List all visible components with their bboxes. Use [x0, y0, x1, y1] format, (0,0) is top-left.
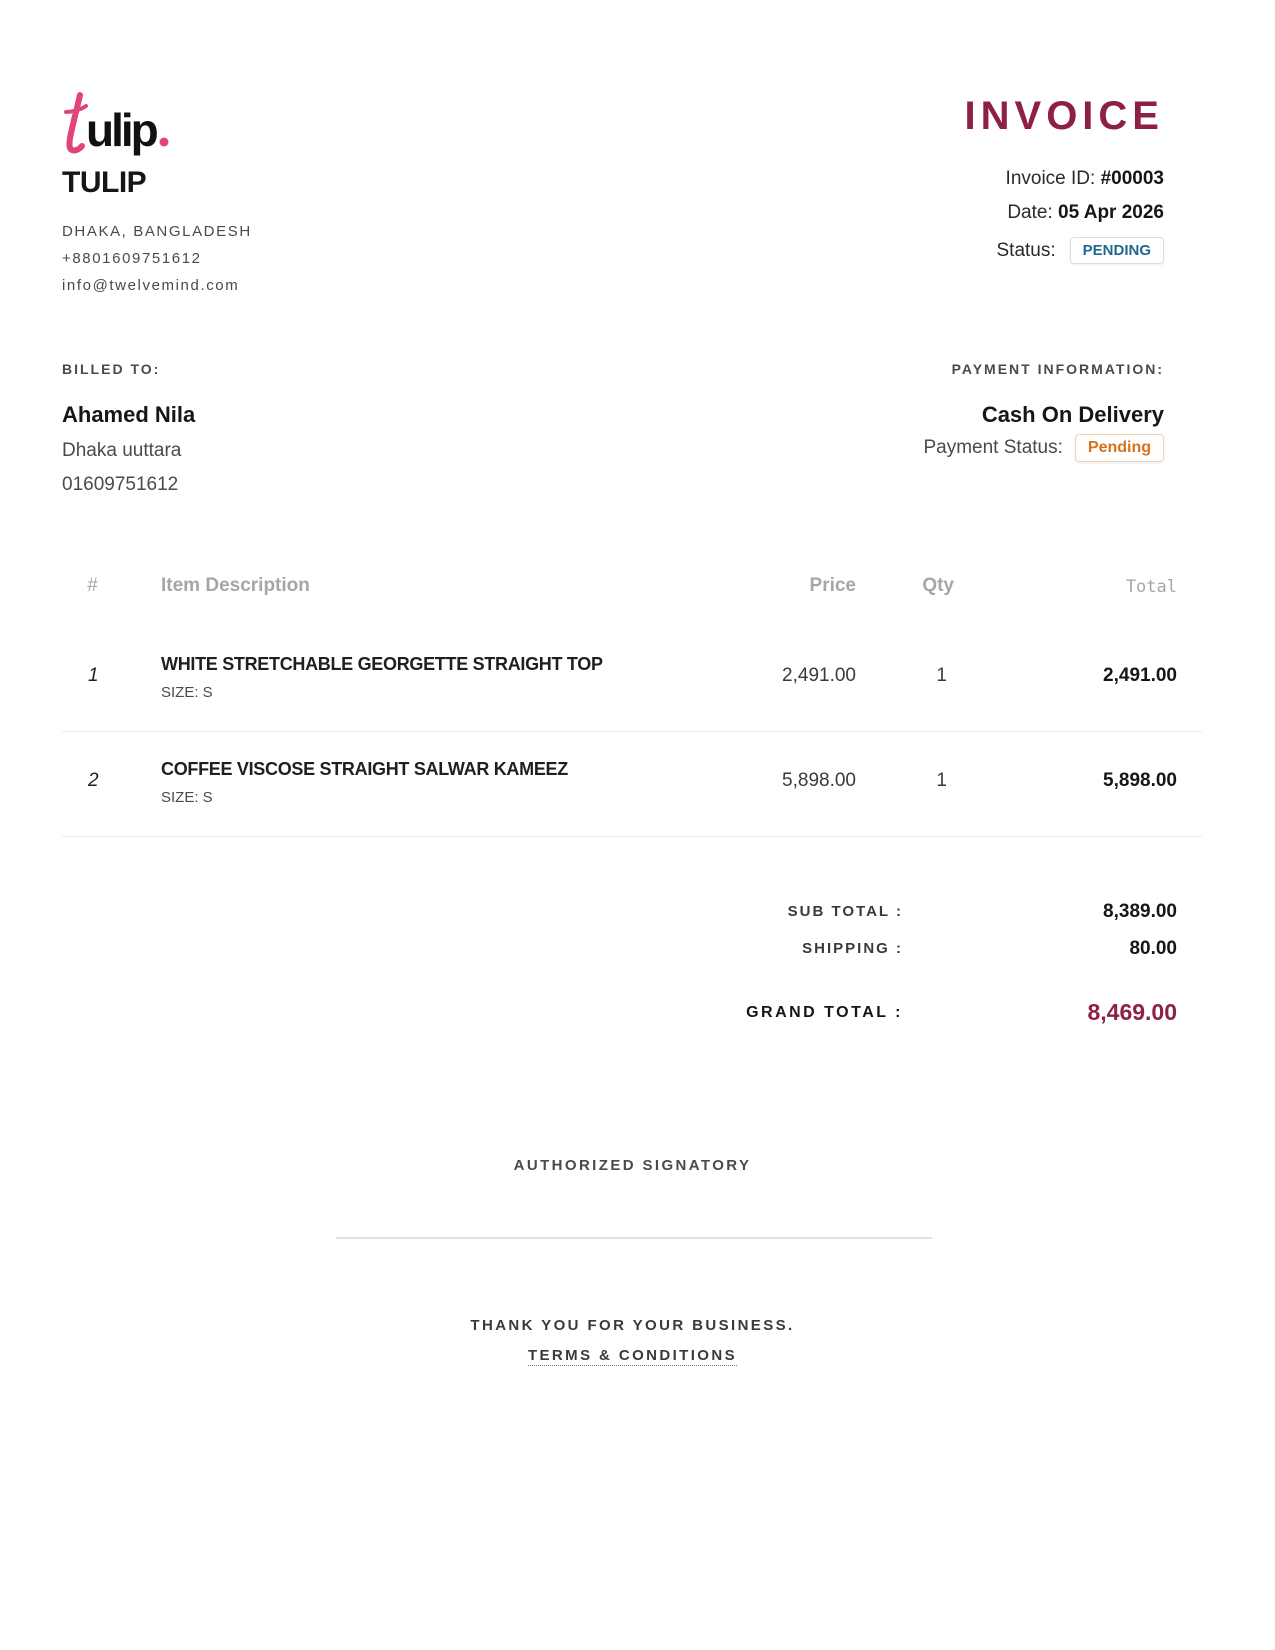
company-email: info@twelvemind.com	[62, 277, 240, 294]
invoice-date-label: Date:	[1007, 202, 1053, 223]
row-number: 1	[88, 665, 99, 686]
subtotal-value: 8,389.00	[1103, 901, 1177, 922]
invoice-title: INVOICE	[964, 94, 1164, 138]
invoice-status	[997, 237, 1165, 264]
payment-status-badge: Pending	[1075, 434, 1164, 462]
invoice-id	[1006, 168, 1164, 190]
col-header-description: Item Description	[161, 575, 310, 596]
payment-method: Cash On Delivery	[981, 402, 1164, 427]
thank-you-text: THANK YOU FOR YOUR BUSINESS.	[470, 1317, 795, 1334]
payment-status	[923, 434, 1164, 462]
item-size: SIZE: S	[161, 789, 213, 806]
invoice-status-label: Status:	[996, 239, 1056, 261]
company-phone: +8801609751612	[62, 250, 202, 267]
item-price: 5,898.00	[782, 770, 856, 791]
invoice-date-value: 05 Apr 2026	[1058, 202, 1164, 223]
invoice-date	[1007, 202, 1164, 224]
col-header-total: Total	[1125, 577, 1177, 597]
item-price: 2,491.00	[782, 665, 856, 686]
company-logo	[62, 90, 202, 160]
customer-name: Ahamed Nila	[62, 402, 196, 427]
authorized-signatory-label: AUTHORIZED SIGNATORY	[513, 1157, 752, 1174]
company-address: DHAKA, BANGLADESH	[62, 223, 252, 240]
item-qty: 1	[936, 665, 947, 686]
company-contact	[62, 218, 252, 299]
billed-to-label: BILLED TO:	[62, 361, 161, 377]
item-total: 5,898.00	[1103, 770, 1177, 791]
col-header-qty: Qty	[922, 575, 954, 596]
col-header-price: Price	[809, 575, 856, 596]
col-header-num: #	[87, 575, 98, 596]
payment-status-label: Payment Status:	[923, 437, 1063, 458]
payment-info-label: PAYMENT INFORMATION:	[951, 361, 1164, 377]
row-number: 2	[88, 770, 99, 791]
tulip-logo-icon	[62, 90, 202, 160]
item-name: COFFEE VISCOSE STRAIGHT SALWAR KAMEEZ	[161, 759, 568, 779]
company-name: TULIP	[62, 166, 147, 199]
item-total: 2,491.00	[1103, 665, 1177, 686]
terms-container	[0, 1347, 1265, 1364]
customer-phone: 01609751612	[62, 474, 179, 495]
svg-text:ulip: ulip	[86, 104, 156, 156]
shipping-value: 80.00	[1129, 938, 1177, 959]
status-badge: PENDING	[1070, 237, 1164, 264]
invoice-id-value: #00003	[1100, 168, 1164, 189]
grand-total-value: 8,469.00	[1087, 999, 1177, 1025]
invoice-id-label: Invoice ID:	[1005, 168, 1096, 189]
signature-line	[336, 1237, 932, 1239]
subtotal-label: SUB TOTAL :	[787, 903, 903, 920]
terms-link[interactable]: TERMS & CONDITIONS	[527, 1347, 738, 1364]
table-row	[62, 732, 1202, 837]
item-name: WHITE STRETCHABLE GEORGETTE STRAIGHT TOP	[161, 654, 603, 674]
item-qty: 1	[936, 770, 947, 791]
grand-total-label: GRAND TOTAL :	[746, 1004, 903, 1021]
item-size: SIZE: S	[161, 684, 213, 701]
shipping-label: SHIPPING :	[802, 940, 903, 957]
table-row	[62, 627, 1202, 732]
customer-address: Dhaka uuttara	[62, 440, 182, 461]
